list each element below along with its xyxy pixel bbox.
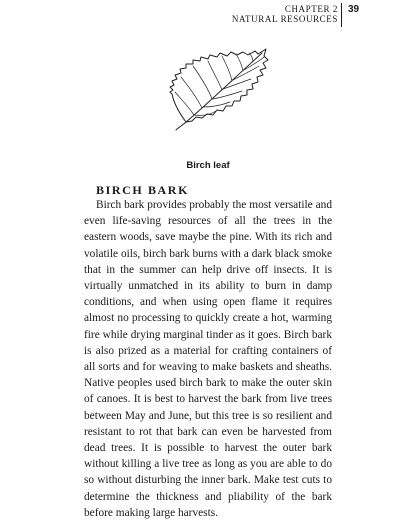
leaf-midrib <box>186 53 262 122</box>
leaf-veins <box>175 53 264 115</box>
header-divider <box>341 3 342 27</box>
page-number: 39 <box>348 4 360 15</box>
chapter-label: CHAPTER 2 <box>284 4 338 14</box>
section-heading: BIRCH BARK <box>96 183 190 197</box>
birch-leaf-illustration <box>150 44 275 140</box>
leaf-stem <box>176 122 186 130</box>
figure-caption: Birch leaf <box>186 160 230 171</box>
body-paragraph: Birch bark provides probably the most versatile and even life-saving resources of all the trees in the eastern woods, save maybe the pine. With its rich and volatile oils, birch bark burns with a dark black smoke that in the summer can help drive off insects. It is virtually unmatched in its ability to burn in damp conditions, and when using open flame it requires almost no processing to quickly create a hot, warming fire while drying marginal tinder as it goes. Birch bark is also prized as a material for crafting containers of all sorts and for weaving to make baskets and sheaths. Native peoples used birch bark to make the outer skin of canoes. It is best to harvest the bark from live trees between May and June, but this tree is so resilient and resistant to rot that bark can even be harvested from dead trees. It is possible to harvest the outer bark without killing a live tree as long as you are able to do so without disturbing the inner bark. Make test cuts to determine the thickness and pliability of the bark before making large harvests. <box>84 199 332 519</box>
leaf-outline <box>170 49 268 122</box>
running-head <box>232 4 338 24</box>
chapter-title: NATURAL RESOURCES <box>231 14 338 24</box>
